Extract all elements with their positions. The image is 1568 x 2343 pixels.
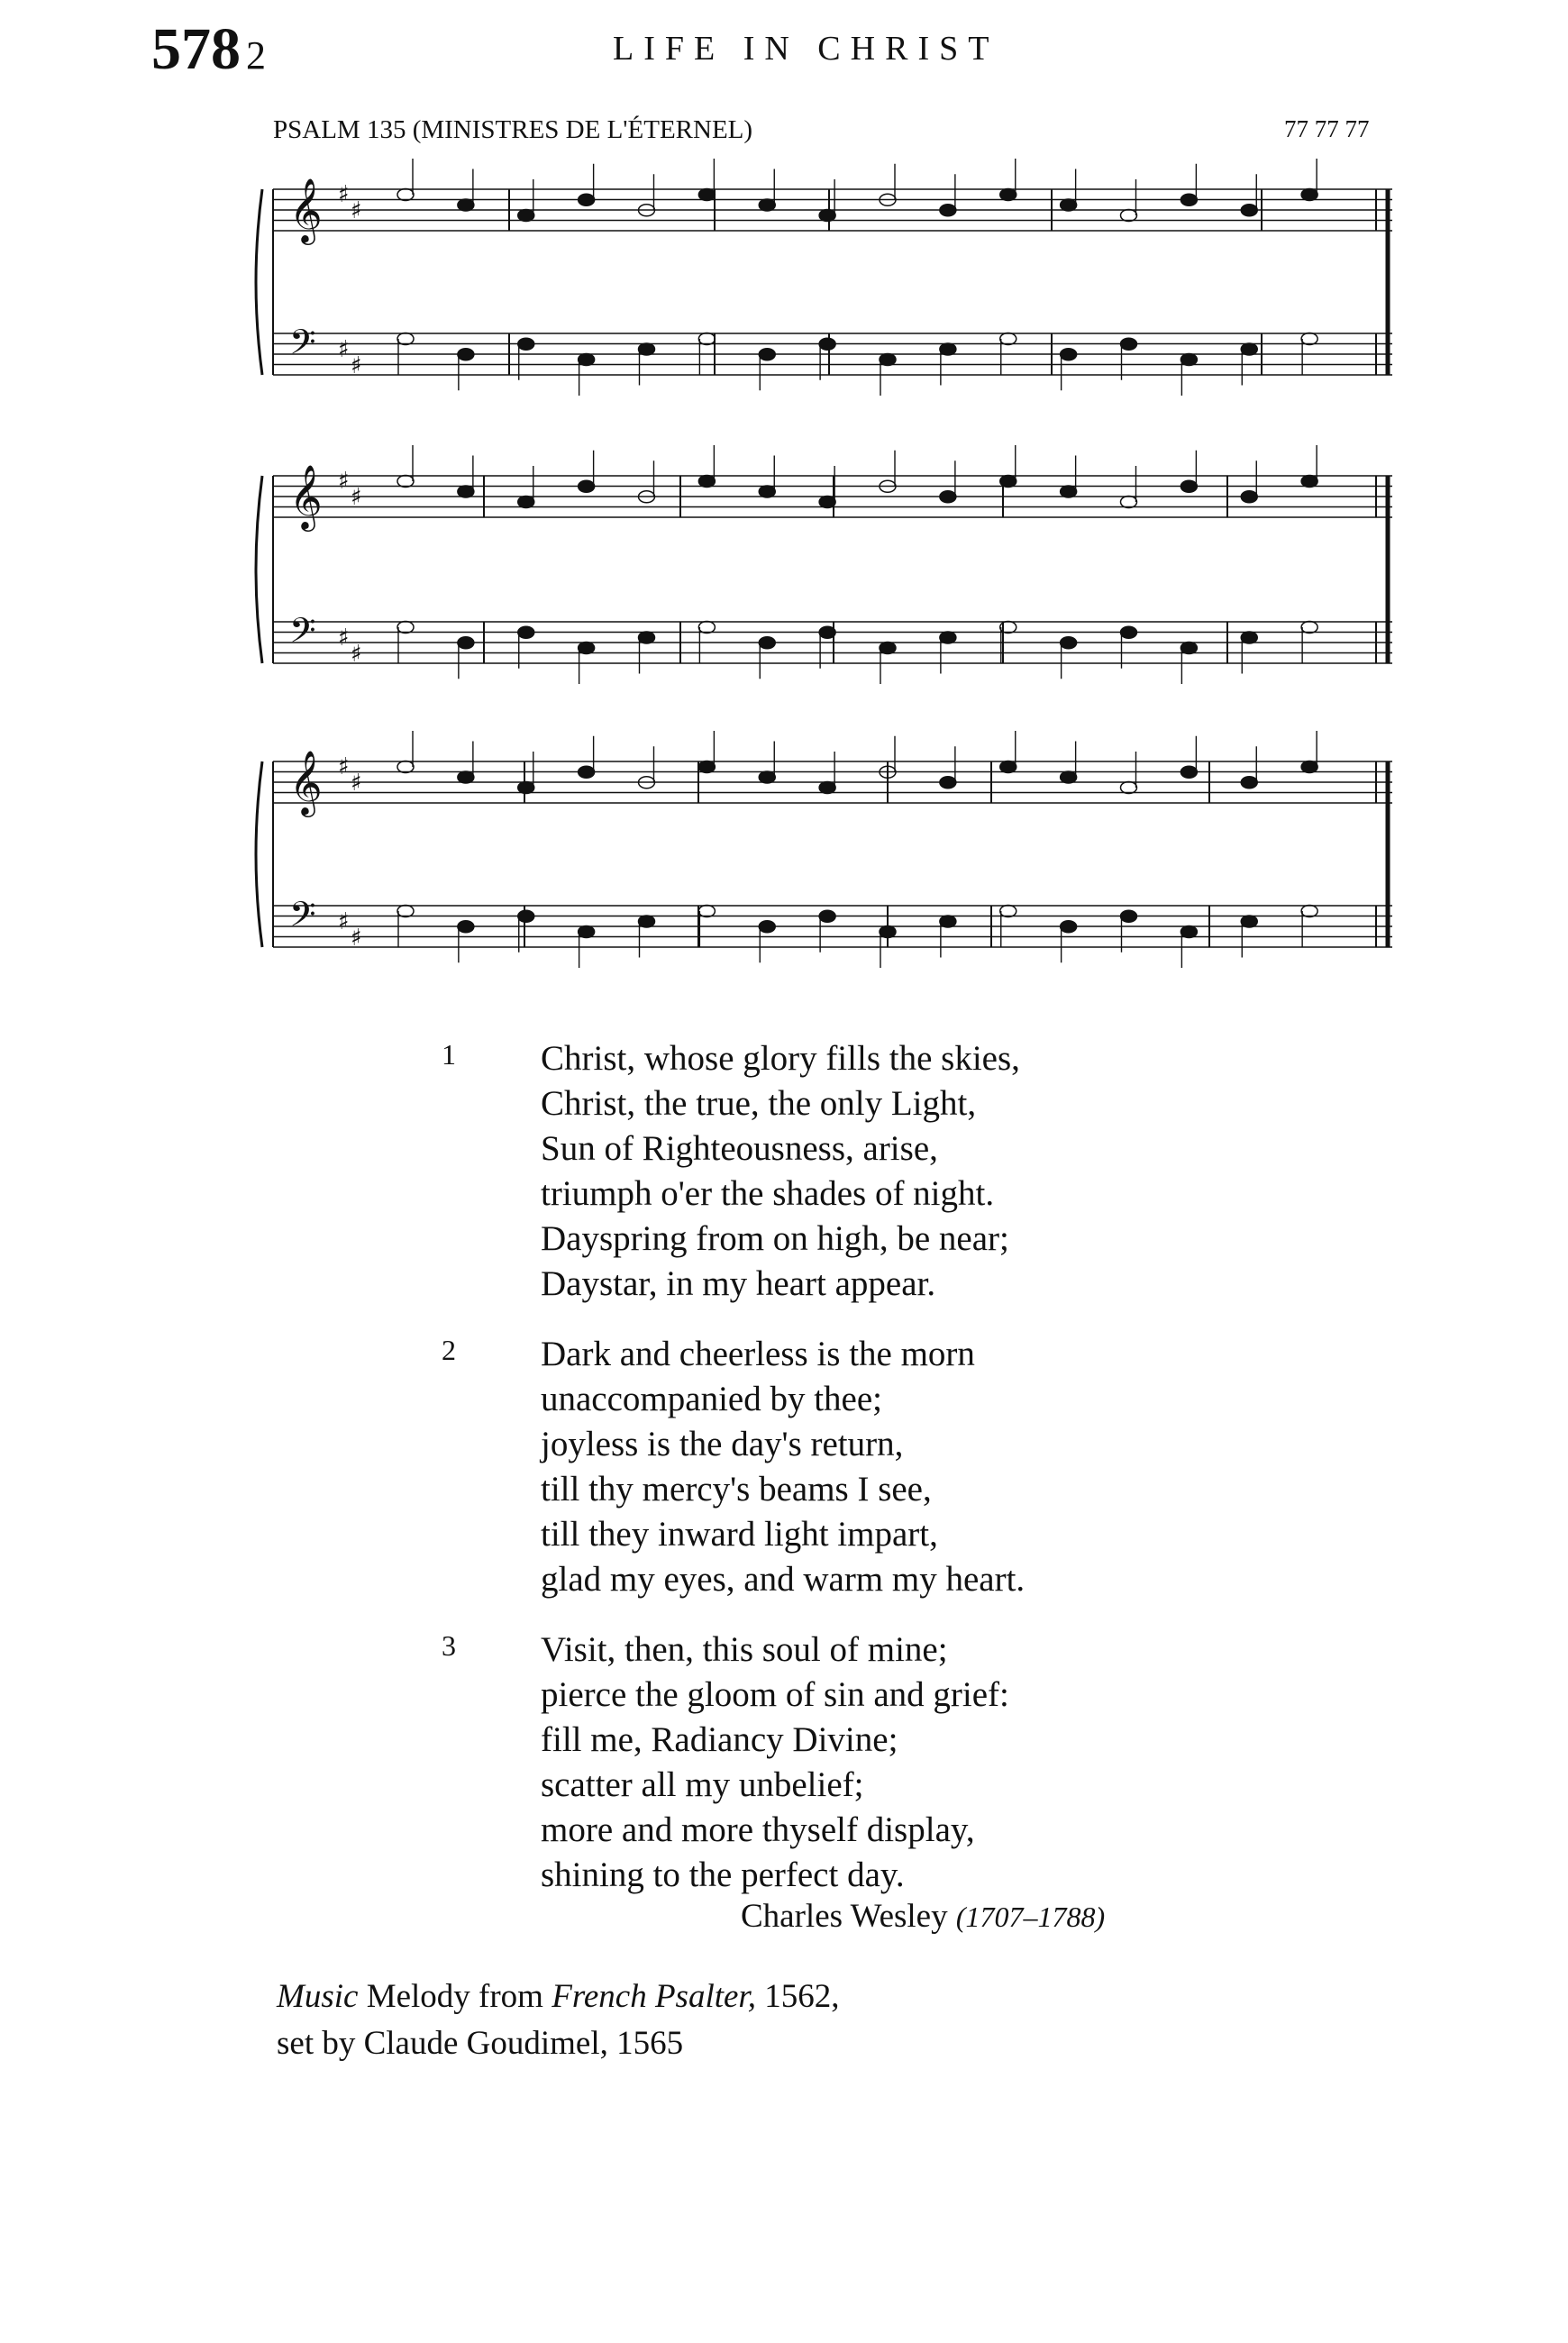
svg-text:♯: ♯ [351, 197, 362, 224]
author-name: Charles Wesley [741, 1898, 948, 1935]
verse-line: joyless is the day's return, [541, 1425, 904, 1463]
svg-text:♯: ♯ [338, 624, 350, 652]
credit-label: Music [277, 1978, 359, 2015]
author [741, 1897, 1105, 1936]
svg-text:♯: ♯ [338, 753, 350, 780]
verse-1 [442, 1036, 1025, 1307]
verse-line: pierce the gloom of sin and grief: [541, 1675, 1009, 1714]
music-system-2 [256, 445, 1392, 684]
svg-text:♯: ♯ [351, 770, 362, 797]
verse-line: unaccompanied by thee; [541, 1380, 883, 1418]
music-credit [277, 1974, 839, 2067]
verse-number: 3 [442, 1629, 456, 1662]
verse-number: 2 [442, 1334, 456, 1366]
verse-line: fill me, Radiancy Divine; [541, 1720, 898, 1759]
verse-line: Christ, whose glory fills the skies, [541, 1039, 1020, 1078]
author-dates: (1707–1788) [955, 1901, 1106, 1933]
verse-2 [442, 1332, 1025, 1602]
verse-line: Dark and cheerless is the morn [541, 1335, 975, 1373]
verse-line: shining to the perfect day. [541, 1855, 905, 1894]
hymn-number: 578 2 [151, 16, 266, 82]
svg-text:𝄢: 𝄢 [289, 322, 316, 370]
svg-text:𝄢: 𝄢 [289, 894, 316, 943]
credit-text: Melody from [358, 1978, 552, 2015]
verse-line: Christ, the true, the only Light, [541, 1084, 977, 1123]
verse-line: scatter all my unbelief; [541, 1765, 864, 1804]
verse-line: Dayspring from on high, be near; [541, 1219, 1009, 1258]
verse-line: Daystar, in my heart appear. [541, 1264, 936, 1303]
svg-text:♯: ♯ [351, 925, 362, 952]
svg-text:♯: ♯ [351, 484, 362, 511]
credit-line-2: set by Claude Goudimel, 1565 [277, 2025, 684, 2062]
svg-text:♯: ♯ [351, 641, 362, 668]
hymn-variant: 2 [246, 33, 266, 77]
verse-number: 1 [442, 1038, 456, 1071]
verse-line: triumph o'er the shades of night. [541, 1174, 995, 1213]
section-title: LIFE IN CHRIST [613, 30, 999, 68]
credit-source: French Psalter, [552, 1978, 756, 2015]
verse-line: till thy mercy's beams I see, [541, 1470, 932, 1509]
music-system-1 [256, 159, 1392, 396]
verse-line: Sun of Righteousness, arise, [541, 1129, 938, 1168]
svg-text:♯: ♯ [351, 352, 362, 379]
svg-text:♯: ♯ [338, 181, 350, 208]
verse-line: till they inward light impart, [541, 1515, 938, 1554]
music-score [0, 0, 1568, 1000]
credit-text: 1562, [755, 1978, 840, 2015]
verse-line: Visit, then, this soul of mine; [541, 1630, 948, 1669]
svg-text:♯: ♯ [338, 336, 350, 363]
meter: 77 77 77 [1284, 115, 1370, 142]
verse-3 [442, 1627, 1025, 1898]
verses [442, 1036, 1025, 1923]
svg-text:♯: ♯ [338, 468, 350, 495]
svg-text:𝄢: 𝄢 [289, 610, 316, 659]
music-system-3 [256, 731, 1392, 968]
svg-text:𝄞: 𝄞 [289, 749, 323, 815]
svg-text:𝄞: 𝄞 [289, 463, 323, 529]
tune-name: PSALM 135 (MINISTRES DE L'ÉTERNEL) [273, 115, 753, 144]
verse-line: more and more thyself display, [541, 1810, 975, 1849]
svg-text:♯: ♯ [338, 908, 350, 935]
svg-text:𝄞: 𝄞 [289, 177, 323, 242]
verse-line: glad my eyes, and warm my heart. [541, 1560, 1026, 1599]
